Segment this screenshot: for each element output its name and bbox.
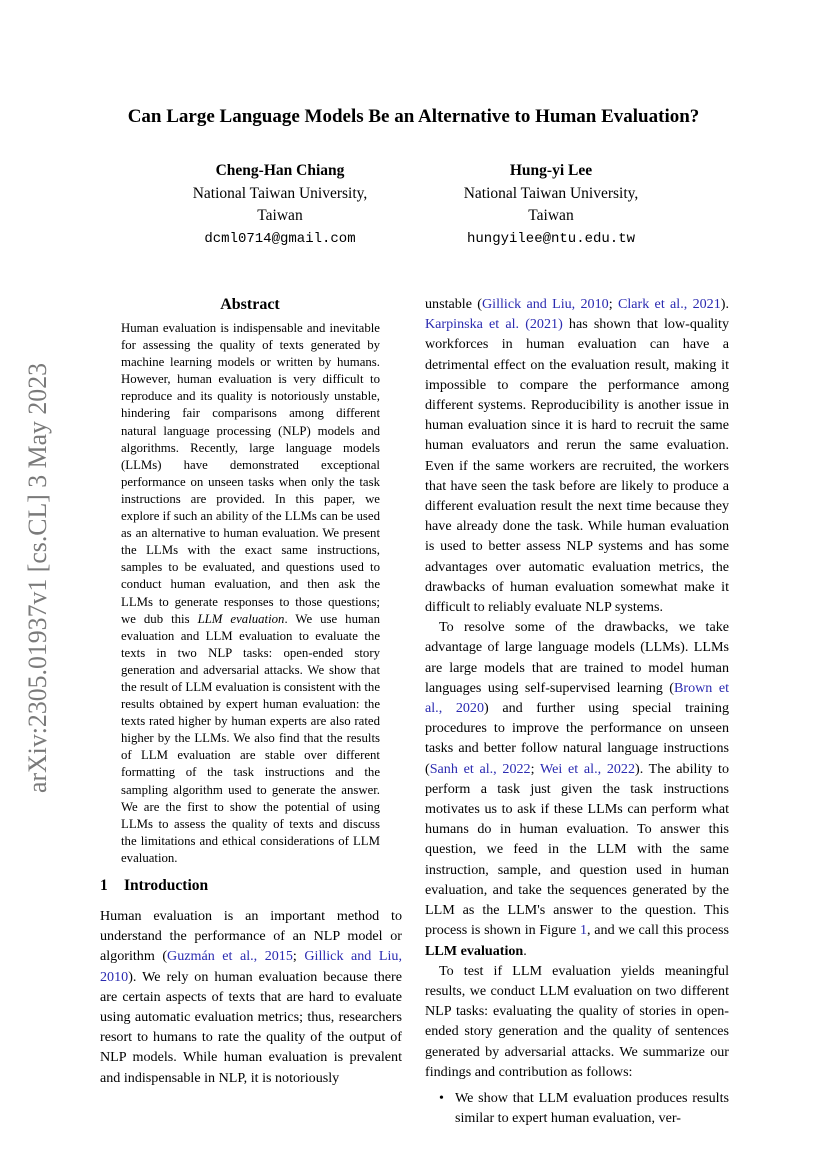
paragraph: To test if LLM evaluation yields meaningful results, we conduct LLM evaluation on two different NLP tasks: evaluating the quality of stories in open-ended story generation and the quality of sentences generated by adversarial attacks. We summarize our findings and contribution as follows:	[425, 962, 729, 1080]
author-email: dcml0714@gmail.com	[204, 230, 356, 247]
paragraph	[425, 294, 729, 617]
arxiv-sidebar-stamp	[16, 363, 56, 793]
abstract-text: Human evaluation is indispensable and inevitable for assessing the quality of texts generated by machine learning models or written by humans. However, human evaluation is very difficult to reproduce and its quality is notoriously unstable, hindering fair comparisons among different natural language processing (NLP) models and algorithms. Recently, large language models (LLMs) have demonstrated exceptional performance on unseen tasks when only the task instructions are provided. In this paper, we explore if such an ability of the LLMs can be used as an alternative to human evaluation. We present the LLMs with the exact same instructions, samples to be evaluated, and questions used to conduct human evaluation, and then ask the LLMs to generate responses to those questions; we dub this	[121, 321, 380, 626]
figure-reference-link[interactable]: 1	[579, 922, 587, 939]
citation-link[interactable]: Brown et al., 2020	[425, 679, 729, 717]
paragraph-text: ;	[530, 760, 540, 777]
author-name: Hung-yi Lee	[509, 162, 593, 179]
paragraph-text: Human evaluation is an important method to understand the performance of an NLP model or algorithm (	[100, 908, 402, 965]
citation-link[interactable]: Clark et al., 2021	[617, 296, 721, 312]
paragraph-text: .	[523, 942, 527, 959]
bullet-item	[425, 1088, 729, 1128]
author-affiliation: National Taiwan University,	[192, 184, 368, 202]
paragraph-text: ) and further using special training procedures to improve the performance on unseen tasks and better follow natural language instructions (	[425, 700, 729, 777]
bold-term: LLM evaluation	[425, 942, 524, 959]
abstract-term-italic: LLM evaluation	[197, 611, 285, 626]
author-block	[150, 160, 410, 250]
arxiv-id-text: arXiv:2305.01937v1 [cs.CL] 3 May 2023	[23, 363, 52, 793]
paragraph-text: To resolve some of the drawbacks, we take advantage of large language models (LLMs). LLMs are large models that are trained to model human languages using self-supervised learning (	[425, 619, 729, 696]
citation-link[interactable]: Guzmán et al., 2015	[167, 948, 293, 965]
citation-link[interactable]: Karpinska et al. (2021)	[425, 316, 563, 333]
author-country: Taiwan	[257, 207, 303, 224]
paragraph-text: ). The ability to perform a task just given the task instructions motivates us to ask if these LLMs can perform what humans do in human evaluation. To answer this question, we feed in the LLM with the same instruction, sample, and question used in human evaluation, and take the sequences generated by the LLM as the LLM's answer to the question. This process is shown in Figure	[425, 760, 729, 939]
paper-title: Can Large Language Models Be an Alternative to Human Evaluation?	[127, 106, 700, 127]
right-column	[425, 294, 729, 1128]
paragraph-text: ).	[720, 296, 729, 312]
intro-paragraph	[100, 906, 402, 1088]
citation-link[interactable]: Wei et al., 2022	[539, 760, 636, 777]
abstract-text: . We use human evaluation and LLM evaluation to evaluate the texts in two NLP tasks: open-ended story generation and adversarial attacks. We show that the result of LLM evaluation is consistent with the results obtained by expert human evaluation: the texts rated higher by human experts are also rated higher by the LLMs. We also find that the results of LLM evaluation are stable over different formatting of the task instructions and the sampling algorithm used to generate the answer. We are the first to show the potential of using LLMs to assess the quality of texts and discuss the limitations and ethical considerations of LLM evaluation.	[121, 611, 380, 865]
author-name: Cheng-Han Chiang	[215, 162, 345, 179]
paragraph-text: unstable (	[425, 296, 482, 312]
section-heading-introduction	[100, 877, 208, 895]
author-affiliation: National Taiwan University,	[463, 184, 639, 202]
section-title: Introduction	[124, 877, 209, 894]
paragraph-text: has shown that low-quality workforces in human evaluation can have a detrimental effect on the evaluation result, making it impossible to compare the performance among different systems. Reproducibility is another issue in human evaluation since it is hard to recruit the same human evaluators and rerun the same evaluation. Even if the same workers are recruited, the workers that have seen the task before are likely to produce a different evaluation result the next time because they have already done the task. While human evaluation is used to better assess NLP systems and has some advantages over automatic evaluation metrics, the drawbacks of human evaluation somewhat make it difficult to reliably evaluate NLP systems.	[425, 316, 729, 616]
abstract-body	[121, 320, 380, 867]
citation-link[interactable]: Gillick and Liu, 2010	[100, 948, 402, 985]
paragraph-text: ). We rely on human evaluation because there are certain aspects of texts that are hard to evaluate using automatic evaluation metrics; thus, researchers resort to humans to rate the quality of the output of NLP models. While human evaluation is prevalent and indispensable in NLP, it is notoriously	[100, 968, 402, 1086]
abstract-heading: Abstract	[220, 296, 280, 313]
author-email: hungyilee@ntu.edu.tw	[466, 230, 636, 247]
paragraph-text: ;	[608, 296, 618, 312]
section-number: 1	[100, 877, 108, 894]
citation-link[interactable]: Gillick and Liu, 2010	[481, 296, 609, 312]
bullet-text: We show that LLM evaluation produces results similar to expert human evaluation, ver-	[455, 1089, 729, 1127]
bullet-icon: •	[439, 1089, 444, 1106]
citation-link[interactable]: Sanh et al., 2022	[429, 760, 531, 777]
author-block	[421, 160, 681, 250]
paragraph-text: ;	[292, 948, 305, 965]
paragraph	[425, 617, 729, 960]
author-country: Taiwan	[528, 207, 574, 224]
paragraph-text: , and we call this process	[587, 922, 729, 939]
